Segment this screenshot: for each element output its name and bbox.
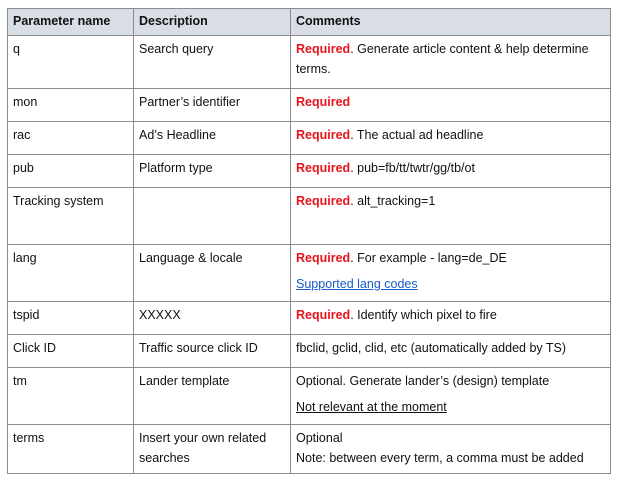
supported-lang-codes-link[interactable]: Supported lang codes (296, 277, 418, 291)
param-description: Partner’s identifier (134, 89, 291, 122)
required-label: Required (296, 161, 351, 175)
table-row-tracking-system (8, 188, 611, 245)
param-name: Click ID (8, 335, 134, 368)
param-description: Language & locale (134, 245, 291, 302)
param-description (134, 425, 291, 474)
param-comment (291, 245, 611, 302)
table-row-click-id (8, 335, 611, 368)
comment-text: . For example - lang=de_DE (350, 251, 507, 265)
header-description: Description (134, 9, 291, 36)
param-description: XXXXX (134, 302, 291, 335)
param-name: tm (8, 368, 134, 425)
comment-line: Optional (296, 431, 343, 445)
param-name: tspid (8, 302, 134, 335)
param-description: Lander template (134, 368, 291, 425)
table-row-mon (8, 89, 611, 122)
param-description: Platform type (134, 155, 291, 188)
param-comment (291, 155, 611, 188)
required-label: Required (296, 251, 351, 265)
table-row-terms (8, 425, 611, 474)
header-comments: Comments (291, 9, 611, 36)
param-name: q (8, 36, 134, 89)
required-label: Required (296, 194, 351, 208)
param-description: Search query (134, 36, 291, 89)
param-comment (291, 302, 611, 335)
comment-text: . The actual ad headline (350, 128, 484, 142)
table-row-lang (8, 245, 611, 302)
param-name: rac (8, 122, 134, 155)
param-name: Tracking system (8, 188, 134, 245)
comment-text: . alt_tracking=1 (350, 194, 436, 208)
table-row-tm (8, 368, 611, 425)
parameters-table (7, 8, 611, 474)
comment-note: Not relevant at the moment (296, 400, 447, 414)
table-row-rac (8, 122, 611, 155)
parameters-table-wrapper (7, 8, 611, 474)
param-name: mon (8, 89, 134, 122)
header-parameter-name: Parameter name (8, 9, 134, 36)
param-description: Ad’s Headline (134, 122, 291, 155)
comment-text: Optional. Generate lander’s (design) template (296, 374, 550, 388)
table-row-pub (8, 155, 611, 188)
param-comment (291, 188, 611, 245)
param-comment (291, 425, 611, 474)
param-description (134, 188, 291, 245)
table-row-q (8, 36, 611, 89)
comment-text: . Identify which pixel to fire (350, 308, 497, 322)
comment-text: . Generate article content & help determine terms. (296, 42, 589, 76)
param-comment (291, 122, 611, 155)
comment-text: . pub=fb/tt/twtr/gg/tb/ot (350, 161, 475, 175)
description-line: searches (139, 451, 190, 465)
required-label: Required (296, 308, 351, 322)
param-comment: fbclid, gclid, clid, etc (automatically added by TS) (291, 335, 611, 368)
param-comment (291, 368, 611, 425)
required-label: Required (296, 128, 351, 142)
param-comment (291, 89, 611, 122)
param-name: lang (8, 245, 134, 302)
description-line: Insert your own related (139, 431, 267, 445)
table-header-row (8, 9, 611, 36)
param-name: pub (8, 155, 134, 188)
param-comment (291, 36, 611, 89)
comment-line: Note: between every term, a comma must be added (296, 451, 584, 465)
required-label: Required (296, 95, 351, 109)
table-row-tspid (8, 302, 611, 335)
param-description: Traffic source click ID (134, 335, 291, 368)
param-name: terms (8, 425, 134, 474)
required-label: Required (296, 42, 351, 56)
